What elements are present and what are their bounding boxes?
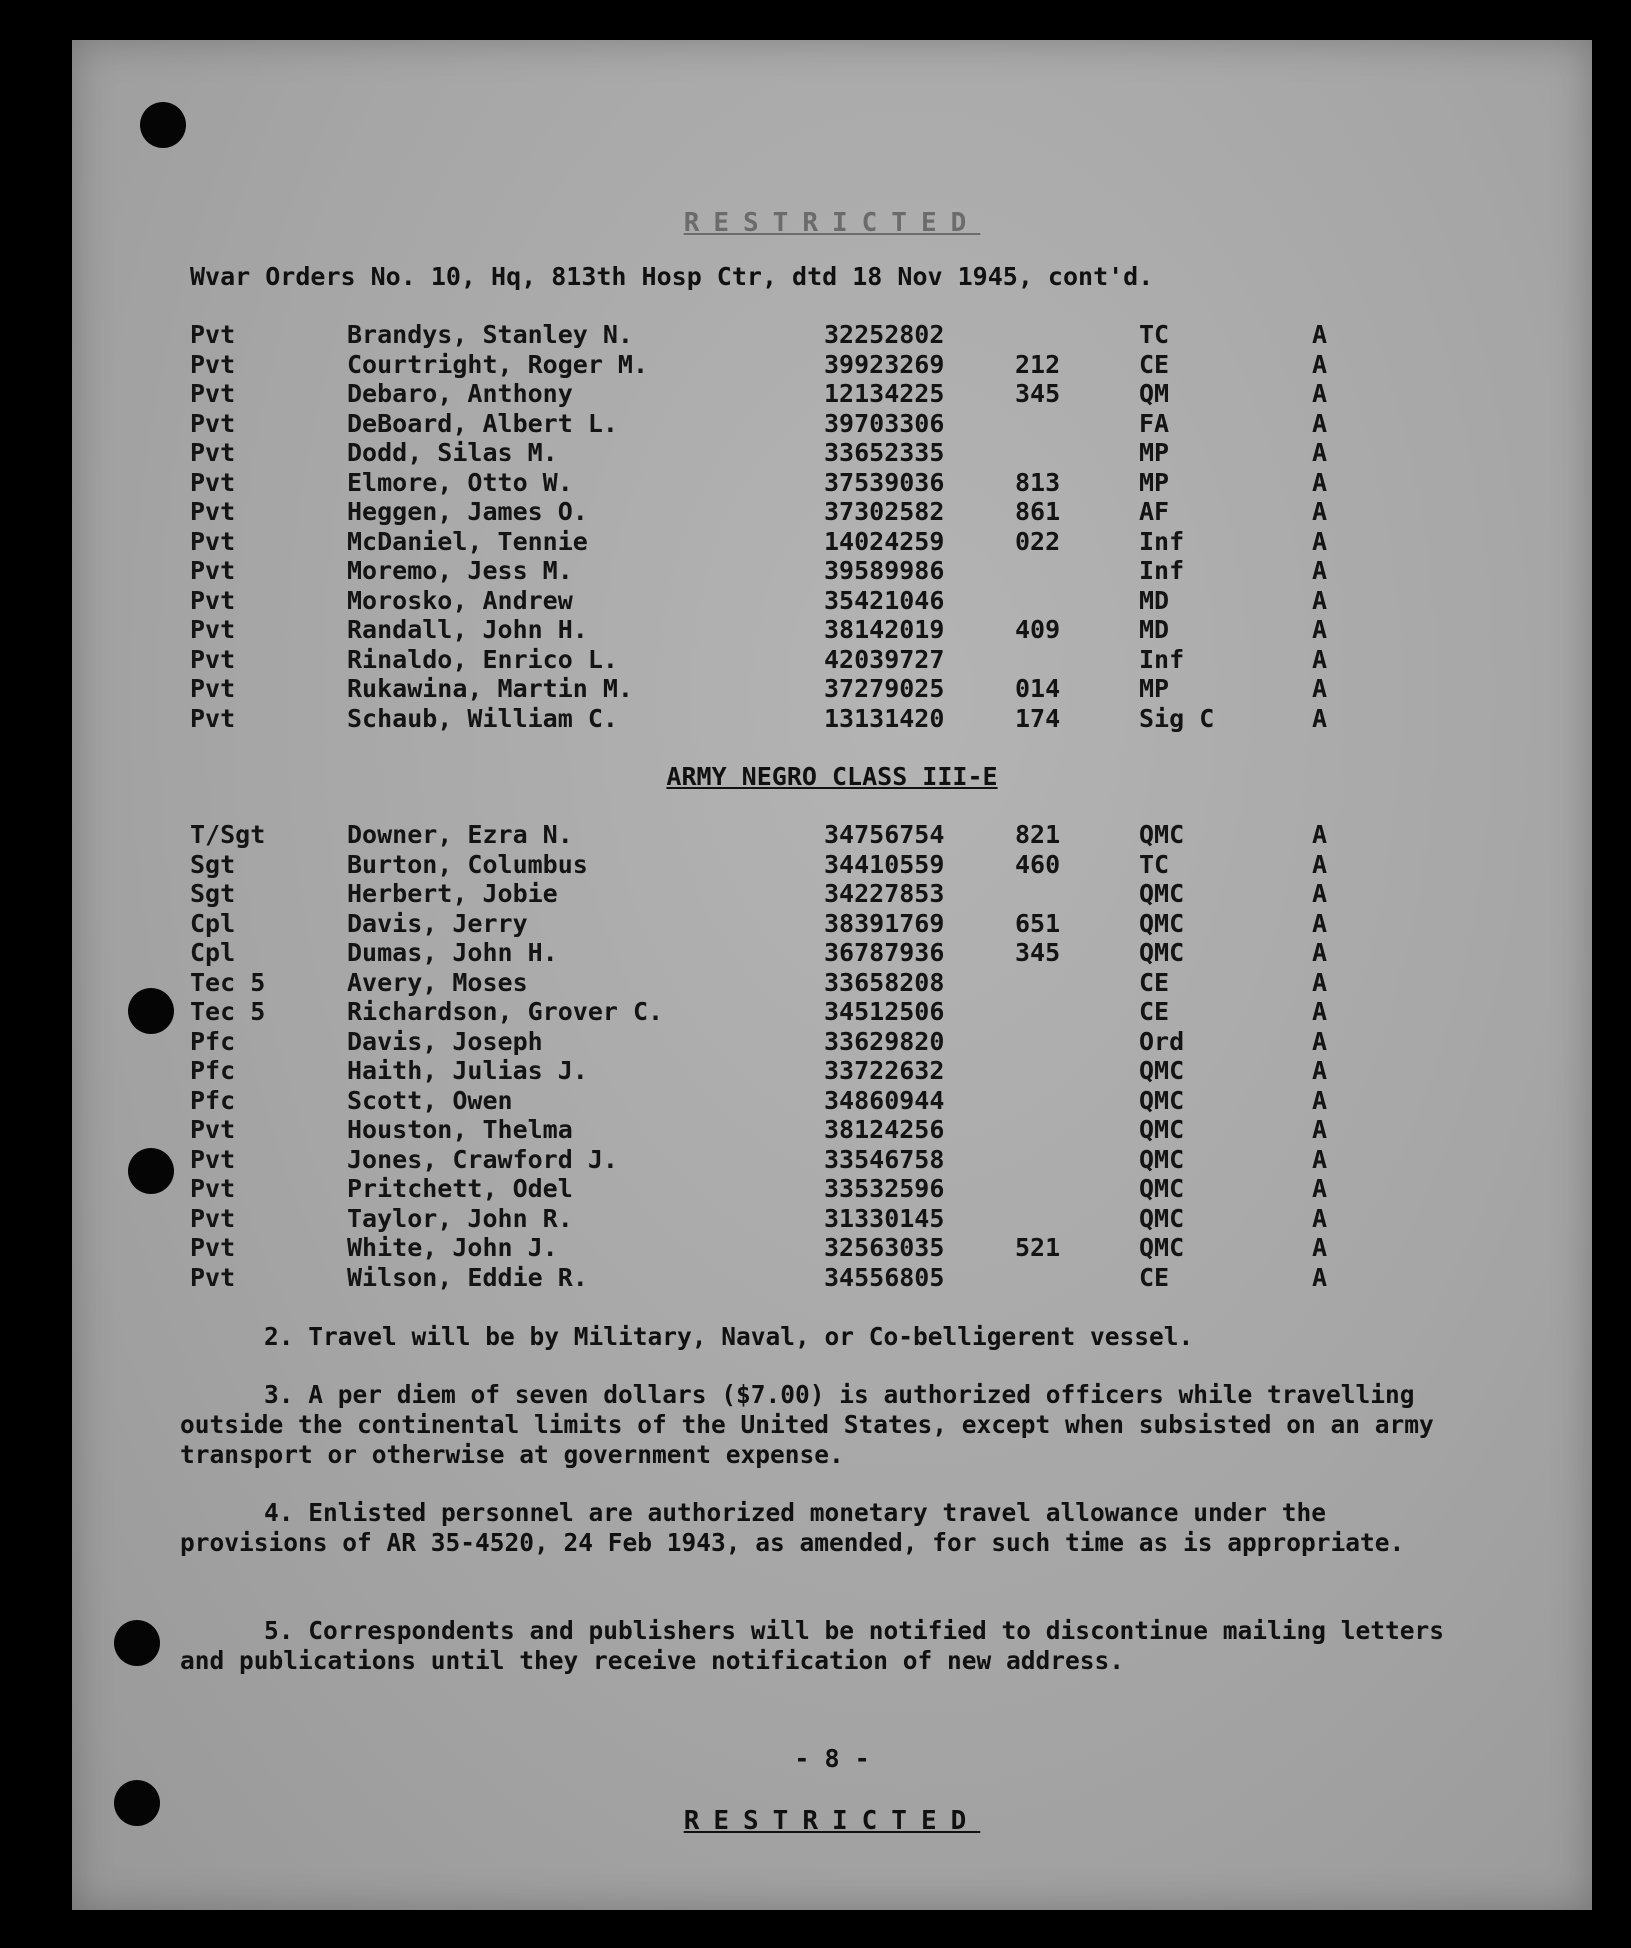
classification-header: RESTRICTED [683,208,981,238]
status: A [1312,349,1328,379]
serial-number: 13131420 [824,703,945,733]
code: 813 [1015,467,1061,497]
name: Houston, Thelma [347,1115,573,1144]
name: Jones, Crawford J. [347,1144,618,1174]
serial-number: 34860944 [824,1085,945,1115]
name: Brandys, Stanley N. [347,320,633,349]
code: 821 [1015,820,1061,849]
paragraph-2 [180,1322,1450,1352]
serial-number: 37302582 [824,497,945,526]
rank: Pvt [190,1233,236,1262]
name: Courtright, Roger M. [347,349,649,379]
code: 022 [1015,526,1061,556]
serial-number: 36787936 [824,938,945,967]
branch: MD [1139,585,1170,615]
table-row [72,1263,1592,1292]
serial-number: 42039727 [824,644,945,674]
name: Rinaldo, Enrico L. [347,644,618,674]
name: Morosko, Andrew [347,585,573,615]
serial-number: 12134225 [824,379,945,408]
serial-number: 33722632 [824,1056,945,1085]
rank: Pvt [190,349,236,379]
rank: Pvt [190,497,236,526]
table-row [72,468,1592,497]
status: A [1312,1115,1328,1144]
branch: CE [1139,997,1170,1026]
name: Debaro, Anthony [347,379,573,408]
name: Wilson, Eddie R. [347,1262,588,1292]
table-row [72,968,1592,997]
rank: Pvt [190,556,236,585]
status: A [1312,1174,1328,1203]
serial-number: 38391769 [824,908,945,938]
name: Heggen, James O. [347,497,588,526]
branch: QMC [1139,1233,1185,1262]
status: A [1312,438,1328,467]
code: 212 [1015,349,1061,379]
serial-number: 38124256 [824,1115,945,1144]
table-row [72,350,1592,379]
status: A [1312,908,1328,938]
branch: QM [1139,379,1170,408]
branch: CE [1139,967,1170,997]
code: 521 [1015,1233,1061,1262]
branch: Ord [1139,1026,1185,1056]
table-row [72,1027,1592,1056]
name: Pritchett, Odel [347,1174,573,1203]
name: Randall, John H. [347,615,588,644]
page-number: - 8 - [794,1744,870,1773]
serial-number: 33532596 [824,1174,945,1203]
serial-number: 39923269 [824,349,945,379]
punch-hole [140,102,186,148]
paragraph-3 [180,1380,1450,1470]
serial-number: 34410559 [824,849,945,879]
rank: Pvt [190,467,236,497]
name: Scott, Owen [347,1085,513,1115]
rank: Pvt [190,1174,236,1203]
branch: CE [1139,1262,1170,1292]
serial-number: 38142019 [824,615,945,644]
status: A [1312,1233,1328,1262]
table-row [72,586,1592,615]
table-row [72,909,1592,938]
rank: Pvt [190,585,236,615]
table-row [72,674,1592,703]
status: A [1312,320,1328,349]
code: 014 [1015,674,1061,703]
branch: TC [1139,320,1170,349]
name: McDaniel, Tennie [347,526,588,556]
serial-number: 39589986 [824,556,945,585]
branch: QMC [1139,1203,1185,1233]
name: Burton, Columbus [347,849,588,879]
rank: Tec 5 [190,997,266,1026]
status: A [1312,938,1328,967]
paragraph-2-text: 2. Travel will be by Military, Naval, or Co-belligerent vessel. [264,1322,1194,1351]
rank: Sgt [190,849,236,879]
rank: Sgt [190,879,236,908]
status: A [1312,820,1328,849]
code: 345 [1015,379,1061,408]
classification-footer: RESTRICTED [683,1806,981,1836]
branch: QMC [1139,1085,1185,1115]
branch: QMC [1139,1115,1185,1144]
rank: Cpl [190,938,236,967]
code: 651 [1015,908,1061,938]
table-row [72,820,1592,849]
status: A [1312,1026,1328,1056]
rank: Pvt [190,1262,236,1292]
branch: QMC [1139,820,1185,849]
name: White, John J. [347,1233,558,1262]
table-row [72,645,1592,674]
code: 861 [1015,497,1061,526]
name: Richardson, Grover C. [347,997,664,1026]
name: Downer, Ezra N. [347,820,573,849]
status: A [1312,967,1328,997]
branch: Inf [1139,644,1185,674]
name: Herbert, Jobie [347,879,558,908]
serial-number: 34556805 [824,1262,945,1292]
section-title: ARMY NEGRO CLASS III-E [666,762,998,791]
rank: Pvt [190,703,236,733]
serial-number: 33652335 [824,438,945,467]
status: A [1312,408,1328,438]
branch: MP [1139,467,1170,497]
branch: QMC [1139,1144,1185,1174]
table-row [72,1056,1592,1085]
status: A [1312,526,1328,556]
status: A [1312,879,1328,908]
branch: CE [1139,349,1170,379]
serial-number: 39703306 [824,408,945,438]
name: Elmore, Otto W. [347,467,573,497]
table-row [72,527,1592,556]
status: A [1312,1085,1328,1115]
status: A [1312,467,1328,497]
rank: Pvt [190,526,236,556]
rank: Cpl [190,908,236,938]
branch: Sig C [1139,703,1215,733]
rank: Tec 5 [190,967,266,997]
rank: Pvt [190,438,236,467]
serial-number: 37279025 [824,674,945,703]
paragraph-4-text: 4. Enlisted personnel are authorized monetary travel allowance under the provisions of AR 35-4520, 24 Feb 1943, as amended, for such time as is appropriate. [180,1498,1405,1557]
paragraph-5 [180,1616,1450,1676]
rank: Pvt [190,1115,236,1144]
serial-number: 31330145 [824,1203,945,1233]
rank: Pvt [190,320,236,349]
table-row [72,615,1592,644]
rank: Pvt [190,644,236,674]
rank: T/Sgt [190,820,266,849]
table-row [72,1174,1592,1203]
paragraph-3-text: 3. A per diem of seven dollars ($7.00) is authorized officers while travelling outside the continental limits of the United States, except when subsisted on an army transport or otherwise at government expense. [180,1380,1434,1469]
rank: Pvt [190,674,236,703]
serial-number: 34227853 [824,879,945,908]
status: A [1312,703,1328,733]
status: A [1312,1203,1328,1233]
name: Avery, Moses [347,967,528,997]
paragraph-4 [180,1498,1450,1558]
status: A [1312,615,1328,644]
table-row [72,497,1592,526]
branch: QMC [1139,879,1185,908]
branch: TC [1139,849,1170,879]
name: Dodd, Silas M. [347,438,558,467]
serial-number: 34512506 [824,997,945,1026]
name: Rukawina, Martin M. [347,674,633,703]
punch-hole [114,1620,160,1666]
table-row [72,938,1592,967]
serial-number: 33629820 [824,1026,945,1056]
code: 345 [1015,938,1061,967]
serial-number: 32252802 [824,320,945,349]
branch: Inf [1139,526,1185,556]
branch: Inf [1139,556,1185,585]
status: A [1312,1262,1328,1292]
status: A [1312,1144,1328,1174]
name: Haith, Julias J. [347,1056,588,1085]
serial-number: 14024259 [824,526,945,556]
branch: AF [1139,497,1170,526]
rank: Pfc [190,1085,236,1115]
table-row [72,438,1592,467]
table-row [72,1233,1592,1262]
branch: QMC [1139,1174,1185,1203]
name: Moremo, Jess M. [347,556,573,585]
rank: Pfc [190,1056,236,1085]
rank: Pvt [190,1203,236,1233]
table-row [72,1145,1592,1174]
branch: QMC [1139,938,1185,967]
table-row [72,379,1592,408]
rank: Pvt [190,1144,236,1174]
status: A [1312,556,1328,585]
status: A [1312,1056,1328,1085]
name: Schaub, William C. [347,703,618,733]
branch: QMC [1139,1056,1185,1085]
paragraph-5-text: 5. Correspondents and publishers will be notified to discontinue mailing letters and publications until they receive notification of new address. [180,1616,1445,1675]
code: 174 [1015,703,1061,733]
table-row [72,1204,1592,1233]
status: A [1312,379,1328,408]
status: A [1312,497,1328,526]
rank: Pvt [190,379,236,408]
order-reference: Wvar Orders No. 10, Hq, 813th Hosp Ctr, dtd 18 Nov 1945, cont'd. [190,262,1154,291]
serial-number: 33546758 [824,1144,945,1174]
name: Davis, Joseph [347,1026,543,1056]
rank: Pvt [190,615,236,644]
table-row [72,850,1592,879]
branch: MP [1139,438,1170,467]
serial-number: 32563035 [824,1233,945,1262]
name: Davis, Jerry [347,908,528,938]
branch: MP [1139,674,1170,703]
table-row [72,1115,1592,1144]
table-row [72,879,1592,908]
status: A [1312,997,1328,1026]
name: DeBoard, Albert L. [347,408,618,438]
table-row [72,320,1592,349]
serial-number: 33658208 [824,967,945,997]
status: A [1312,644,1328,674]
serial-number: 35421046 [824,585,945,615]
branch: QMC [1139,908,1185,938]
table-row [72,556,1592,585]
table-row [72,997,1592,1026]
table-row [72,704,1592,733]
rank: Pfc [190,1026,236,1056]
status: A [1312,849,1328,879]
branch: FA [1139,408,1170,438]
rank: Pvt [190,408,236,438]
status: A [1312,585,1328,615]
serial-number: 37539036 [824,467,945,497]
name: Taylor, John R. [347,1203,573,1233]
document-page [72,40,1592,1910]
table-row [72,1086,1592,1115]
name: Dumas, John H. [347,938,558,967]
serial-number: 34756754 [824,820,945,849]
status: A [1312,674,1328,703]
code: 409 [1015,615,1061,644]
table-row [72,409,1592,438]
branch: MD [1139,615,1170,644]
code: 460 [1015,849,1061,879]
